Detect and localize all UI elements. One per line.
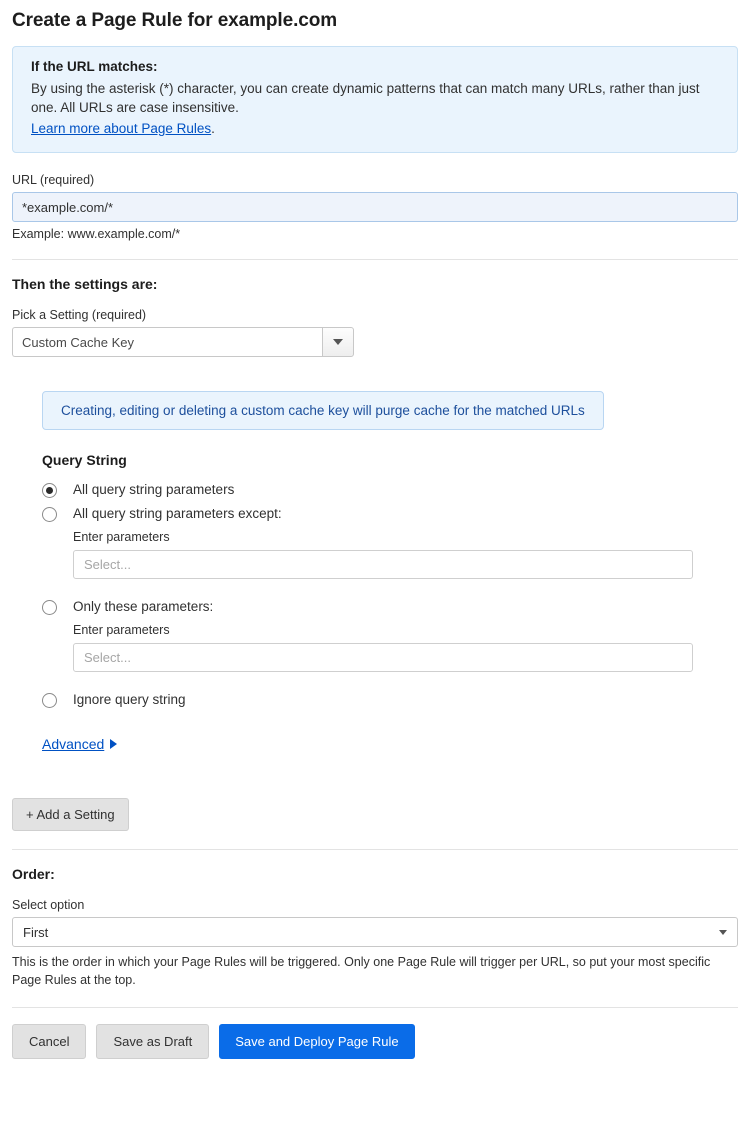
pick-setting-select[interactable] [12, 327, 354, 357]
radio-label-all-params-except: All query string parameters except: [73, 506, 282, 521]
radio-icon-all-params-except[interactable] [42, 507, 57, 522]
params-only-label: Enter parameters [73, 623, 170, 637]
order-select-value: First [23, 924, 49, 940]
params-only-input[interactable]: Select... [73, 643, 693, 672]
cancel-button[interactable]: Cancel [12, 1024, 86, 1059]
settings-heading: Then the settings are: [12, 276, 158, 292]
callout-link-suffix: . [211, 121, 215, 136]
pick-setting-value: Custom Cache Key [12, 327, 322, 357]
radio-label-ignore-query-string: Ignore query string [73, 692, 186, 707]
divider-footer [12, 1007, 738, 1008]
params-except-input[interactable]: Select... [73, 550, 693, 579]
save-deploy-button[interactable]: Save and Deploy Page Rule [219, 1024, 414, 1059]
radio-icon-only-these-params[interactable] [42, 600, 57, 615]
advanced-label: Advanced [42, 736, 105, 752]
params-only-block [73, 623, 738, 672]
divider-settings [12, 259, 738, 260]
query-string-heading: Query String [42, 452, 127, 468]
radio-only-these-params[interactable] [42, 599, 738, 615]
form-actions [12, 1024, 738, 1073]
url-field-hint: Example: www.example.com/* [12, 227, 181, 241]
learn-more-link[interactable]: Learn more about Page Rules [31, 121, 212, 136]
radio-all-params-except[interactable] [42, 506, 738, 522]
url-match-callout [12, 46, 738, 153]
page-title: Create a Page Rule for example.com [12, 10, 338, 31]
order-select-label: Select option [12, 898, 85, 912]
url-field-label: URL (required) [12, 173, 95, 187]
callout-body: By using the asterisk (*) character, you can create dynamic patterns that can match many URLs, rather than just one. All URLs are case insensitive. [31, 81, 700, 115]
radio-icon-all-params[interactable] [42, 483, 57, 498]
order-hint: This is the order in which your Page Rules will be triggered. Only one Page Rule will trigger per URL, so put your most specific Page Rules at the top. [12, 955, 711, 987]
order-heading: Order: [12, 866, 55, 882]
save-draft-button[interactable]: Save as Draft [96, 1024, 209, 1059]
chevron-right-icon [110, 739, 117, 749]
radio-label-only-these-params: Only these parameters: [73, 599, 214, 614]
chevron-down-icon-order [719, 930, 727, 935]
advanced-toggle[interactable] [42, 736, 117, 752]
caret-down-shape [333, 339, 343, 345]
params-except-label: Enter parameters [73, 530, 170, 544]
purge-cache-notice: Creating, editing or deleting a custom cache key will purge cache for the matched URLs [42, 391, 604, 430]
add-setting-button[interactable]: + Add a Setting [12, 798, 129, 831]
order-select[interactable] [12, 917, 738, 947]
divider-order [12, 849, 738, 850]
chevron-down-icon[interactable] [322, 327, 354, 357]
custom-cache-key-panel [42, 391, 738, 754]
radio-label-all-params: All query string parameters [73, 482, 235, 497]
radio-ignore-query-string[interactable] [42, 692, 738, 708]
pick-setting-label: Pick a Setting (required) [12, 308, 147, 322]
page-rule-form [0, 10, 750, 1140]
callout-title: If the URL matches: [31, 59, 158, 74]
radio-all-params[interactable] [42, 482, 738, 498]
url-input[interactable] [12, 192, 738, 222]
radio-icon-ignore-query-string[interactable] [42, 693, 57, 708]
params-except-block [73, 530, 738, 579]
